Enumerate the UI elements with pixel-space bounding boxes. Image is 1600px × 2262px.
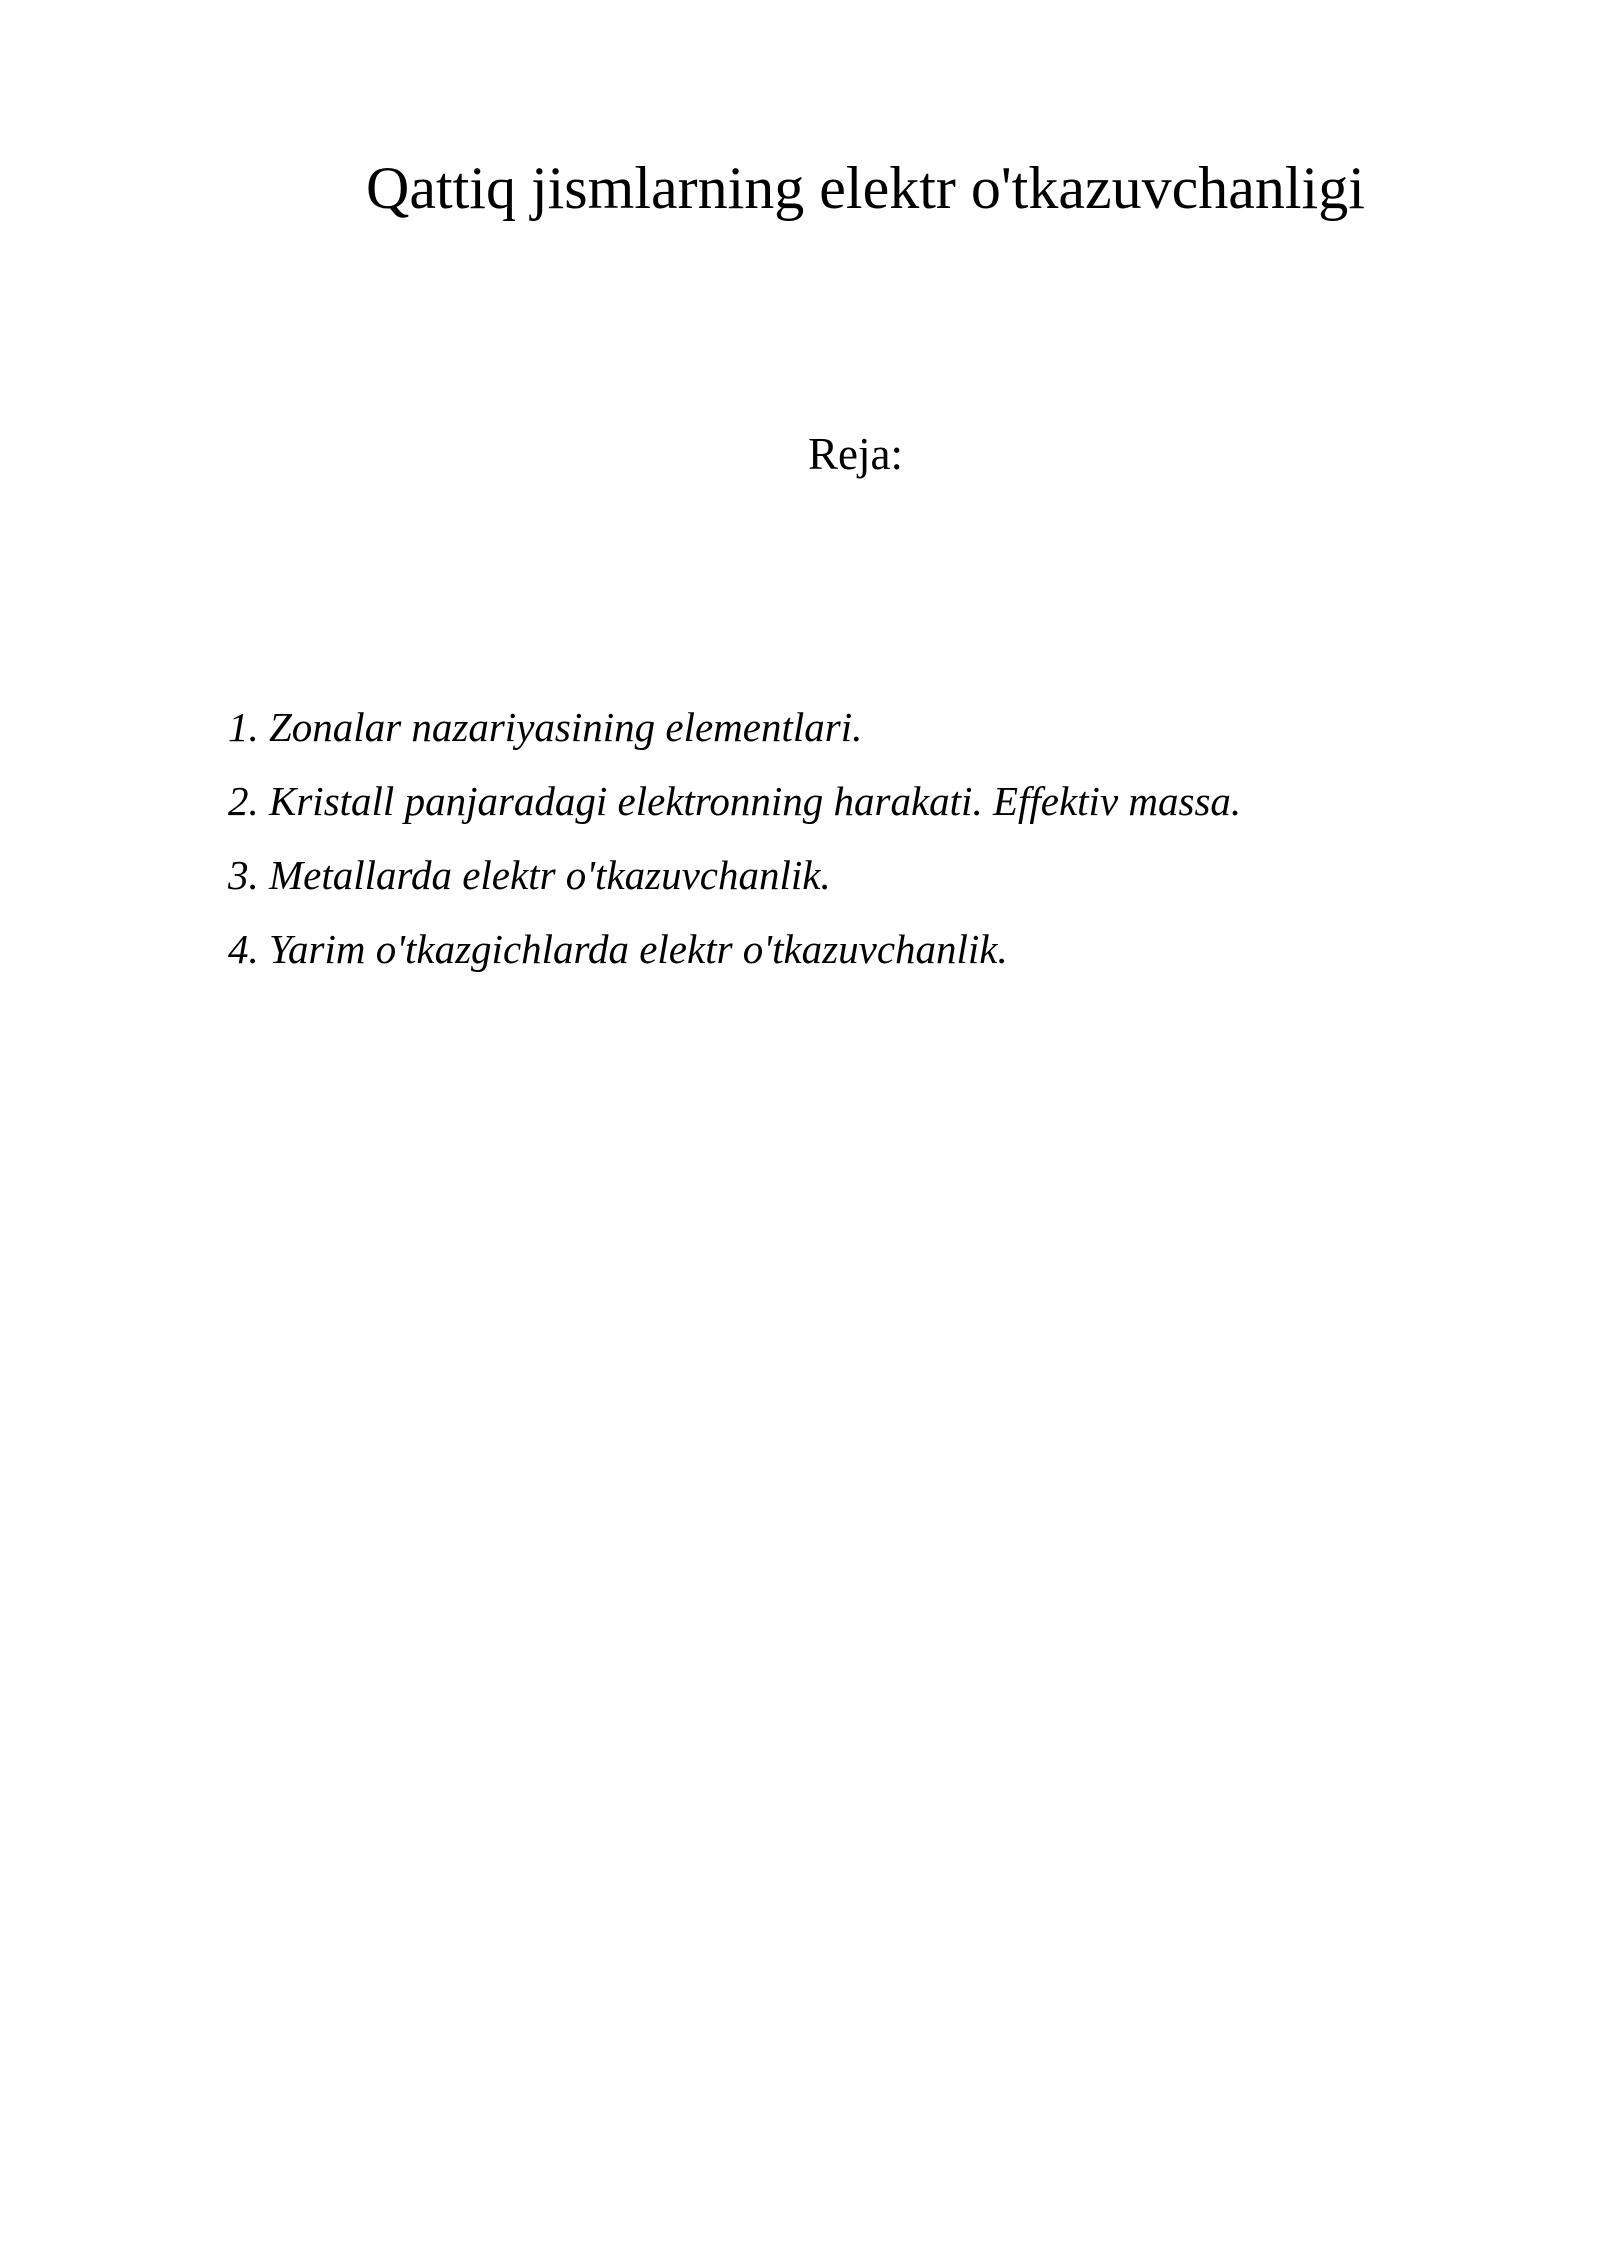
plan-item: 1. Zonalar nazariyasining elementlari. bbox=[228, 704, 863, 750]
plan-list bbox=[228, 700, 1241, 996]
plan-item: 4. Yarim o'tkazgichlarda elektr o'tkazuvchanlik. bbox=[228, 926, 1008, 972]
plan-heading: Reja: bbox=[808, 429, 903, 479]
plan-item: 2. Kristall panjaradagi elektronning harakati. Effektiv massa. bbox=[228, 778, 1242, 824]
document-title: Qattiq jismlarning elektr o'tkazuvchanligi bbox=[366, 155, 1365, 221]
plan-item: 3. Metallarda elektr o'tkazuvchanlik. bbox=[228, 852, 831, 898]
